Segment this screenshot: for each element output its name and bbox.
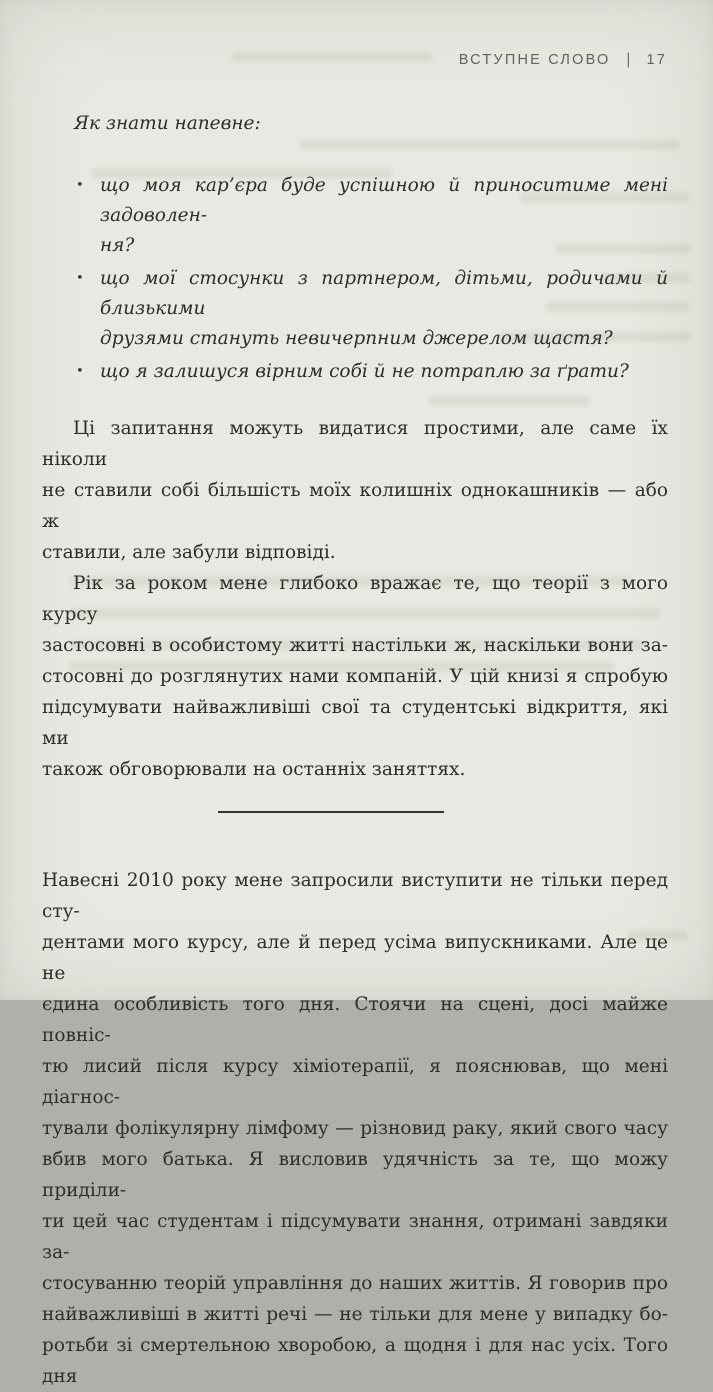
text-line: вбив мого батька. Я висловив удячність за те, що можу приділи-: [42, 1149, 668, 1201]
text-line: що я залишуся вірним собі й не потраплю за ґрати?: [100, 361, 629, 382]
text-line: тували фолікулярну лімфому — різновид раку, який свого часу: [42, 1118, 668, 1139]
section-title: ВСТУПНЕ СЛОВО: [458, 52, 611, 68]
text-line: що мої стосунки з партнером, дітьми, родичами й близькими: [100, 268, 668, 319]
text-line: єдина особливість того дня. Стоячи на сцені, досі майже повніс-: [42, 994, 668, 1046]
bullet-text: [100, 357, 668, 387]
text-line: Ці запитання можуть видатися простими, але саме їх ніколи: [42, 418, 668, 470]
text-line: застосовні в особистому житті настільки ж, наскільки вони за-: [42, 635, 668, 656]
list-item: [42, 171, 668, 261]
text-line: ставили, але забули відповіді.: [42, 542, 336, 563]
text-line: Навесні 2010 року мене запросили виступити не тільки перед сту-: [42, 870, 668, 922]
text-line: стосовні до розглянутих нами компаній. У цій книзі я спробую: [42, 666, 668, 687]
text-line: Рік за роком мене глибоко вражає те, що теорії з мого курсу: [42, 573, 668, 625]
bullet-text: [100, 264, 668, 354]
text-line: найважливіші в житті речі — не тільки для мене у випадку бо-: [42, 1304, 668, 1325]
list-item: [42, 264, 668, 354]
text-line: також обговорювали на останніх заняттях.: [42, 759, 466, 780]
bullet-icon: •: [76, 364, 84, 379]
paragraph: [42, 413, 668, 568]
paragraph: [42, 865, 668, 1392]
text-line: тю лисий після курсу хіміотерапії, я пояснював, що мені діагнос-: [42, 1056, 668, 1108]
text-line: що моя кар’єра буде успішною й приноситиме мені задоволен-: [100, 175, 668, 226]
bullet-text: [100, 171, 668, 261]
bullet-icon: •: [76, 178, 84, 193]
text-line: дентами мого курсу, але й перед усіма випускниками. Але це не: [42, 932, 668, 984]
section-divider: [218, 811, 444, 813]
text-line: друзями стануть невичерпним джерелом щастя?: [100, 328, 613, 349]
page-number: 17: [646, 52, 667, 68]
showthrough-artifact: [232, 52, 432, 62]
bullet-icon: •: [76, 271, 84, 286]
text-line: ти цей час студентам і підсумувати знання, отримані завдяки за-: [42, 1211, 668, 1263]
text-line: підсумувати найважливіші свої та студентські відкриття, які ми: [42, 697, 668, 749]
text-line: ротьби зі смертельною хворобою, а щодня і для нас усіх. Того дня: [42, 1335, 668, 1387]
page-header: [459, 52, 667, 68]
text-line: ня?: [100, 235, 135, 256]
list-item: [42, 357, 668, 387]
lead-question: Як знати напевне:: [74, 113, 261, 134]
page-body: [42, 108, 668, 1392]
text-line: стосуванню теорій управління до наших життів. Я говорив про: [42, 1273, 668, 1294]
paragraph: [42, 568, 668, 785]
bullet-list: [42, 171, 668, 387]
text-line: не ставили собі більшість моїх колишніх однокашників — або ж: [42, 480, 668, 532]
header-separator: |: [626, 51, 633, 69]
